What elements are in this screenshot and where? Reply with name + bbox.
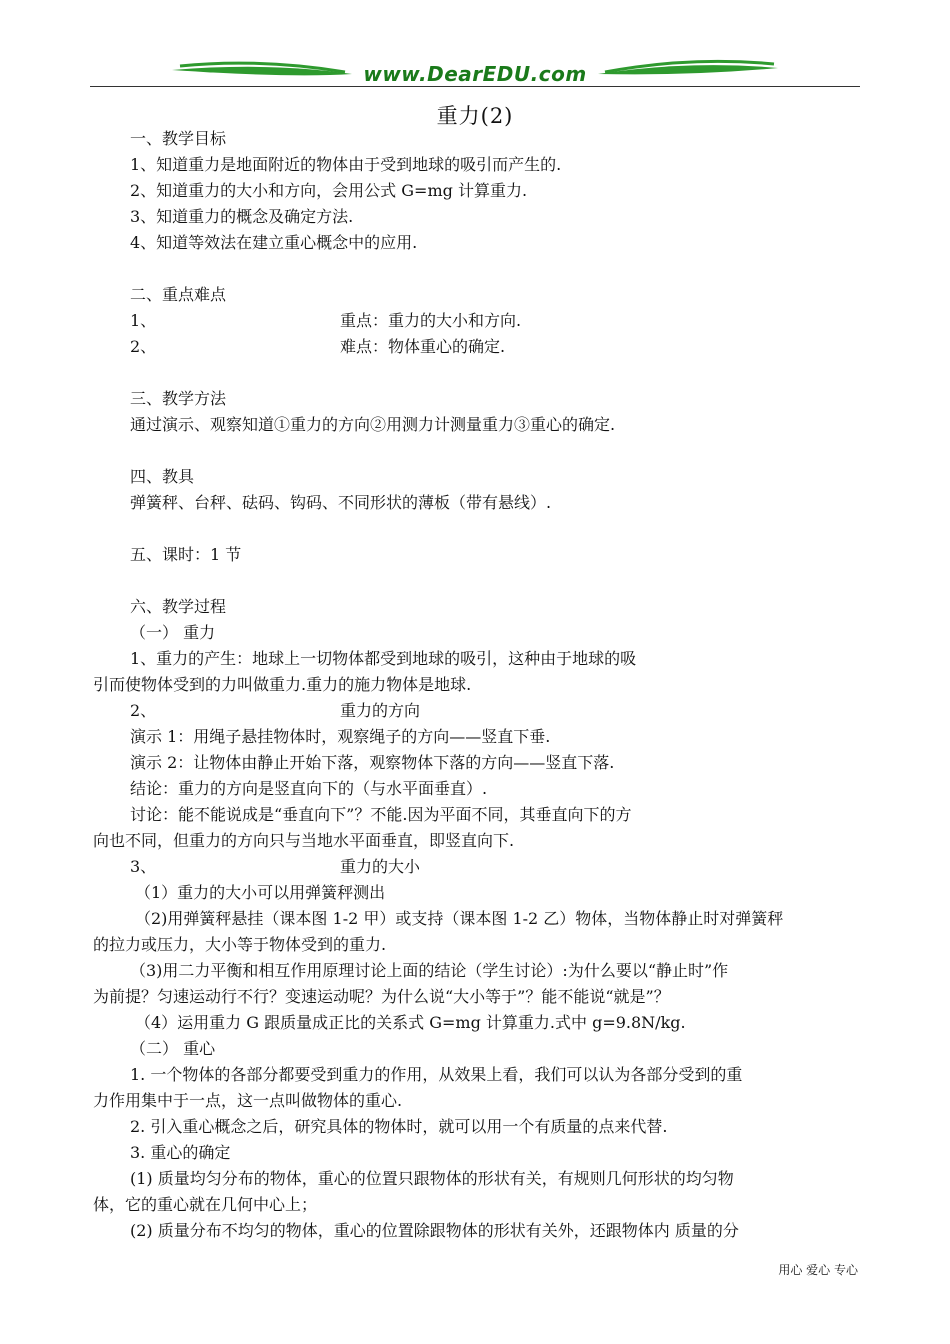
- list-number: 3、: [130, 857, 157, 876]
- section-heading: 一、教学目标: [130, 129, 227, 148]
- section-heading: 五、课时：1 节: [130, 545, 242, 564]
- text-line: 3. 重心的确定: [130, 1143, 231, 1162]
- text-line: 通过演示、观察知道①重力的方向②用测力计测量重力③重心的确定.: [130, 415, 616, 434]
- text-line: 难点：物体重心的确定.: [340, 337, 506, 356]
- text-line: 重力的大小: [340, 857, 421, 876]
- section-heading: 六、教学过程: [130, 597, 227, 616]
- list-number: 2、: [130, 337, 157, 356]
- subsection-heading: （二） 重心: [130, 1039, 216, 1058]
- text-line: 的拉力或压力，大小等于物体受到的重力.: [93, 935, 387, 954]
- text-line: （4）运用重力 G 跟质量成正比的关系式 G=mg 计算重力.式中 g=9.8N/kg.: [135, 1013, 686, 1032]
- text-line: 向也不同，但重力的方向只与当地水平面垂直，即竖直向下.: [93, 831, 515, 850]
- text-line: 1. 一个物体的各部分都要受到重力的作用，从效果上看，我们可以认为各部分受到的重: [130, 1065, 743, 1084]
- page-footer: 用心 爱心 专心: [778, 1263, 858, 1277]
- text-line: 演示 2：让物体由静止开始下落，观察物体下落的方向——竖直下落.: [130, 753, 615, 772]
- text-line: 1、知道重力是地面附近的物体由于受到地球的吸引而产生的.: [130, 155, 562, 174]
- text-line: （3)用二力平衡和相互作用原理讨论上面的结论（学生讨论）:为什么要以“静止时”作: [130, 961, 729, 980]
- header-rule: [90, 86, 860, 87]
- section-heading: 二、重点难点: [130, 285, 227, 304]
- site-logo: www.DearEDU.com: [363, 62, 587, 86]
- text-line: 1、重力的产生：地球上一切物体都受到地球的吸引，这种由于地球的吸: [130, 649, 637, 668]
- section-heading: 三、教学方法: [130, 389, 227, 408]
- text-line: （1）重力的大小可以用弹簧秤测出: [135, 883, 386, 902]
- text-line: 结论：重力的方向是竖直向下的（与水平面垂直）.: [130, 779, 488, 798]
- text-line: 2、知道重力的大小和方向，会用公式 G=mg 计算重力.: [130, 181, 528, 200]
- text-line: （2)用弹簧秤悬挂（课本图 1-2 甲）或支持（课本图 1-2 乙）物体，当物体静止时对弹簧秤: [135, 909, 784, 928]
- text-line: 为前提？匀速运动行不行？变速运动呢？为什么说“大小等于”？能不能说“就是”？: [93, 987, 670, 1006]
- text-line: 引而使物体受到的力叫做重力.重力的施力物体是地球.: [93, 675, 472, 694]
- text-line: 4、知道等效法在建立重心概念中的应用.: [130, 233, 418, 252]
- list-number: 2、: [130, 701, 157, 720]
- text-line: 弹簧秤、台秤、砝码、钩码、不同形状的薄板（带有悬线）.: [130, 493, 552, 512]
- doc-title: 重力(2): [436, 104, 514, 128]
- text-line: 力作用集中于一点，这一点叫做物体的重心.: [93, 1091, 403, 1110]
- text-line: 重力的方向: [340, 701, 421, 720]
- subsection-heading: （一） 重力: [130, 623, 216, 642]
- text-line: 演示 1：用绳子悬挂物体时，观察绳子的方向——竖直下垂.: [130, 727, 551, 746]
- text-line: (1) 质量均匀分布的物体，重心的位置只跟物体的形状有关，有规则几何形状的均匀物: [130, 1169, 734, 1188]
- section-heading: 四、教具: [130, 467, 195, 486]
- text-line: 体，它的重心就在几何中心上；: [93, 1195, 318, 1214]
- text-line: 重点：重力的大小和方向.: [340, 311, 522, 330]
- text-line: 讨论：能不能说成是“垂直向下”？不能.因为平面不同，其垂直向下的方: [130, 805, 632, 824]
- list-number: 1、: [130, 311, 157, 330]
- text-line: 3、知道重力的概念及确定方法.: [130, 207, 354, 226]
- text-line: (2) 质量分布不均匀的物体，重心的位置除跟物体的形状有关外，还跟物体内 质量的分: [130, 1221, 739, 1240]
- text-line: 2. 引入重心概念之后，研究具体的物体时，就可以用一个有质量的点来代替.: [130, 1117, 668, 1136]
